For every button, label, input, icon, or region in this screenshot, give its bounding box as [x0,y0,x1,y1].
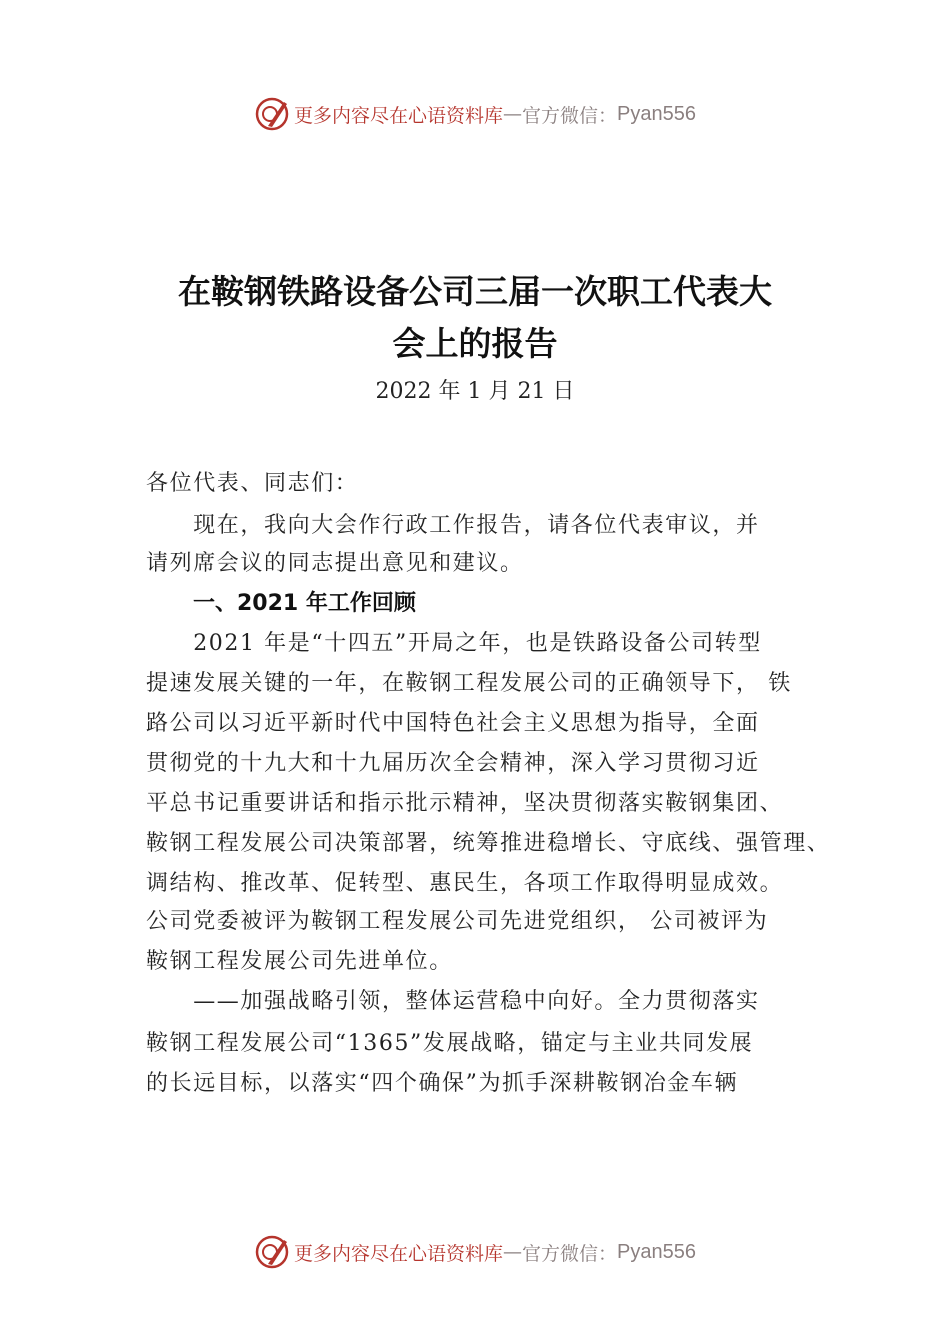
body-line: 2021 年是“十四五”开局之年，也是铁路设备公司转型 [146,631,762,656]
banner-text: 更多内容尽在心语资料库 [294,1242,504,1265]
body-line: 贯彻党的十九大和十九届历次全会精神，深入学习贯彻习近 [146,751,760,776]
body-line: 现在，我向大会作行政工作报告，请各位代表审议，并 [146,513,760,538]
footer-banner [0,1232,950,1272]
body-line: 请列席会议的同志提出意见和建议。 [146,551,524,576]
body-line: 的长远目标，以落实“四个确保”为抓手深耕鞍钢冶金车辆 [146,1071,739,1096]
body-line: 提速发展关键的一年，在鞍钢工程发展公司的正确领导下， 铁 [146,671,792,696]
banner-separator: — [503,103,523,125]
document-title-line-1: 在鞍钢铁路设备公司三届一次职工代表大 [178,272,772,311]
body-line: 鞍钢工程发展公司先进单位。 [146,949,453,974]
body-line: 路公司以习近平新时代中国特色社会主义思想为指导，全面 [146,711,760,736]
wechat-label: 官方微信： [522,104,618,127]
header-banner [0,94,950,134]
banner-text: 更多内容尽在心语资料库 [294,104,504,127]
document-date: 2022 年 1 月 21 日 [375,379,575,404]
body-line: 平总书记重要讲话和指示批示精神，坚决贯彻落实鞍钢集团、 [146,791,784,816]
section-heading: 一、2021 年工作回顾 [193,591,416,616]
body-line: 调结构、推改革、促转型、惠民生，各项工作取得明显成效。 [146,871,784,896]
wechat-id: Pyan556 [617,102,696,125]
document-title-line-2: 会上的报告 [392,324,558,363]
pen-logo-icon [254,1234,290,1270]
body-line: 鞍钢工程发展公司“1365”发展战略，锚定与主业共同发展 [146,1031,754,1056]
body-line: ——加强战略引领，整体运营稳中向好。全力贯彻落实 [146,989,760,1014]
banner-separator: — [503,1241,523,1263]
pen-logo-icon [254,96,290,132]
wechat-label: 官方微信： [522,1242,618,1265]
salutation: 各位代表、同志们： [146,471,359,496]
body-line: 鞍钢工程发展公司决策部署，统筹推进稳增长、守底线、强管理、 [146,831,831,856]
wechat-id: Pyan556 [617,1240,696,1263]
body-line: 公司党委被评为鞍钢工程发展公司先进党组织， 公司被评为 [146,909,769,934]
